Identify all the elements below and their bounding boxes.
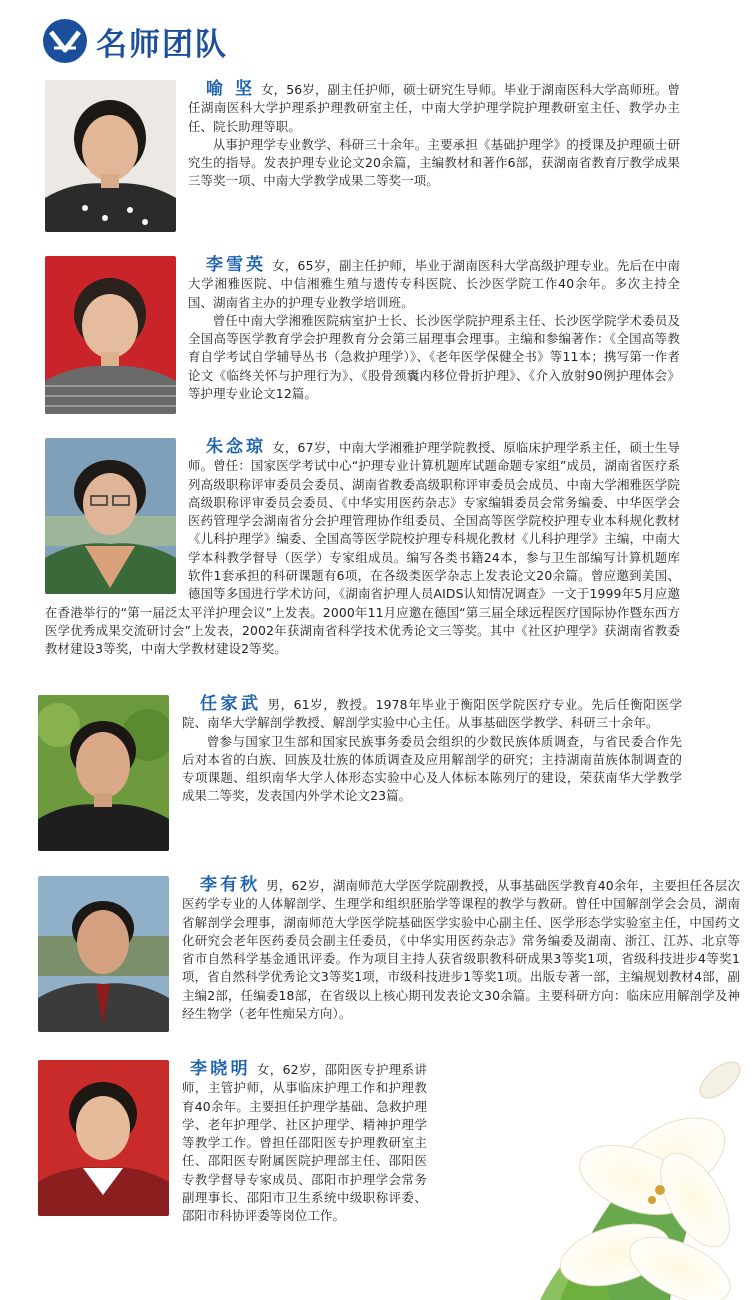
member-intro: 男，62岁，湖南师范大学医学院副教授，从事基础医学教育40余年，主要担任各层次医药学专业的人体解剖学、生理学和组织胚胎学等课程的教学与教研。曾任中国解剖学会会员，湖南省解剖学会理事，湖南师范大学医学院基础医学实验中心副主任、医学形态学实验室主任，中国药文化研究会老年医药委员会副主任委员，《中华实用医药杂志》常务编委及湖南、浙江、江苏、北京等省市自然科学基金通讯评委。作为项目主持人获省级职教科研成果3等奖1项，省级科技进步4等奖1项，省自然科学优秀论文3等奖1项，市级科技进步1等奖1项。出版专著一部，主编规划教材4部，副主编2部，任编委18部，在省级以上核心期刊发表论文30余篇。主要科研方向：临床应用解剖学及神经生物学（老年性痴呆方向）。 (182, 878, 741, 1022)
member-bio-wrap (45, 438, 680, 659)
member-intro: 女，56岁，副主任护师，硕士研究生导师。毕业于湖南医科大学高师班。曾任湖南医科大学护理系护理教研室主任，中南大学护理学院护理教研室主任、教学办主任、院长助理等职。 (188, 82, 681, 134)
member-name: 朱念琼 (206, 437, 266, 457)
member-bio (188, 256, 680, 403)
member-intro: 男，61岁，教授。1978年毕业于衡阳医学院医疗专业。先后任衡阳医学院、南华大学解剖学教授、解剖学实验中心主任。从事基础医学教学、科研三十余年。 (182, 697, 682, 731)
member-bio (182, 876, 740, 1023)
member-paragraph: 从事护理学专业教学、科研三十余年。主要承担《基础护理学》的授课及护理硕士研究生的指导。发表护理专业论文20余篇，主编教材和著作6部，获湖南省教育厅教学成果三等奖一项、中南大学教学成果二等奖一项。 (188, 136, 680, 189)
member-paragraph: 曾任中南大学湘雅医院病室护士长、长沙医学院护理系主任、长沙医学院学术委员及全国高等医学教育学会护理教育分会第三届理事会理事。主编和参编著作：《全国高等教育自学考试自学辅导丛书（急救护理学）》、《老年医学保健全书》等11本；携写第一作者论文《临终关怀与护理行为》、《股骨颈囊内移位骨折护理》、《介入放射90例护理体会》等护理专业论文12篇。 (188, 312, 680, 402)
member-intro: 女，65岁，副主任护师，毕业于湖南医科大学高级护理专业。先后在中南大学湘雅医院、中信湘雅生殖与遗传专科医院、长沙医学院工作40余年。多次主持全国、湖南省主办的护理专业教学培训班。 (188, 258, 680, 310)
member-name: 任家武 (200, 694, 262, 714)
member-bio (182, 1060, 427, 1226)
member-name: 李雪英 (206, 255, 267, 275)
member-paragraph: 曾参与国家卫生部和国家民族事务委员会组织的少数民族体质调查，与省民委合作先后对本省的白族、回族及壮族的体质调查及应用解剖学的研究；主持湖南苗族体制调查的专项课题、组织南华大学人体形态实验中心及人体标本陈列厅的建设，荣获南华大学教学成果二等奖，发表国内外学术论文23篇。 (182, 733, 682, 804)
page-header (42, 18, 228, 64)
lily-decoration (420, 1040, 752, 1300)
member-intro: 女，67岁，中南大学湘雅护理学院教授、原临床护理学系主任，硕士生导师。曾任：国家医学考试中心“护理专业计算机题库试题命题专家组”成员，湖南省医疗系列高级职称评审委员会委员、湖南省教委高级职称评审委员会成员、中南大学湘雅医学院高级职称评审委员会委员、《中华实用医药杂志》专家编辑委员会常务编委、中华医学会医药管理学会湖南省分会护理管理协作组委员、全国高等医学院校护理专业本科规化教材《儿科护理学》编委、全国高等医学院校护理专科规化教材《儿科护理学》主编，中南大学本科教学督导（医学）专家组成员。编写各类书籍24本，参与卫生部编写计算机题库软件1套承担的科研课题有6项，在各级类医学杂志上发表论文20余篇。曾应邀到美国、德国等多国进行学术访问，《湖南省护理人员AIDS认知情况调查》一文于1999年5月应邀在香港举行的“第一届泛太平洋护理会议”上发表。2000年11月应邀在德国“第三届全球远程医疗国际协作暨东西方医学优秀成果交流研讨会”上发表，2002年获湖南省科学技术优秀论文三等奖。其中《社区护理学》获湖南省教委教材建设3等奖，中南大学教材建设2等奖。 (45, 440, 680, 657)
logo-icon (42, 18, 88, 64)
member-photo (38, 1060, 169, 1216)
member-photo (45, 80, 176, 232)
member-photo (45, 256, 176, 414)
member-photo (38, 876, 169, 1032)
member-photo (38, 695, 169, 851)
member-name: 李晓明 (190, 1059, 251, 1079)
member-bio (182, 695, 682, 806)
page-title: 名师团队 (96, 26, 228, 63)
member-intro: 女，62岁，邵阳医专护理系讲师，主管护师，从事临床护理工作和护理教育40余年。主要担任护理学基础、急救护理学、老年护理学、社区护理学、精神护理学等教学工作。曾担任邵阳医专护理教研室主任、邵阳医专附属医院护理部主任、邵阳医专教学督导专家成员、邵阳市护理学会常务副理事长、邵阳市卫生系统中级职称评委、邵阳市科协评委等岗位工作。 (182, 1062, 427, 1224)
member-name: 李有秋 (200, 875, 261, 895)
member-bio (188, 80, 680, 191)
member-name: 喻 坚 (206, 79, 256, 99)
